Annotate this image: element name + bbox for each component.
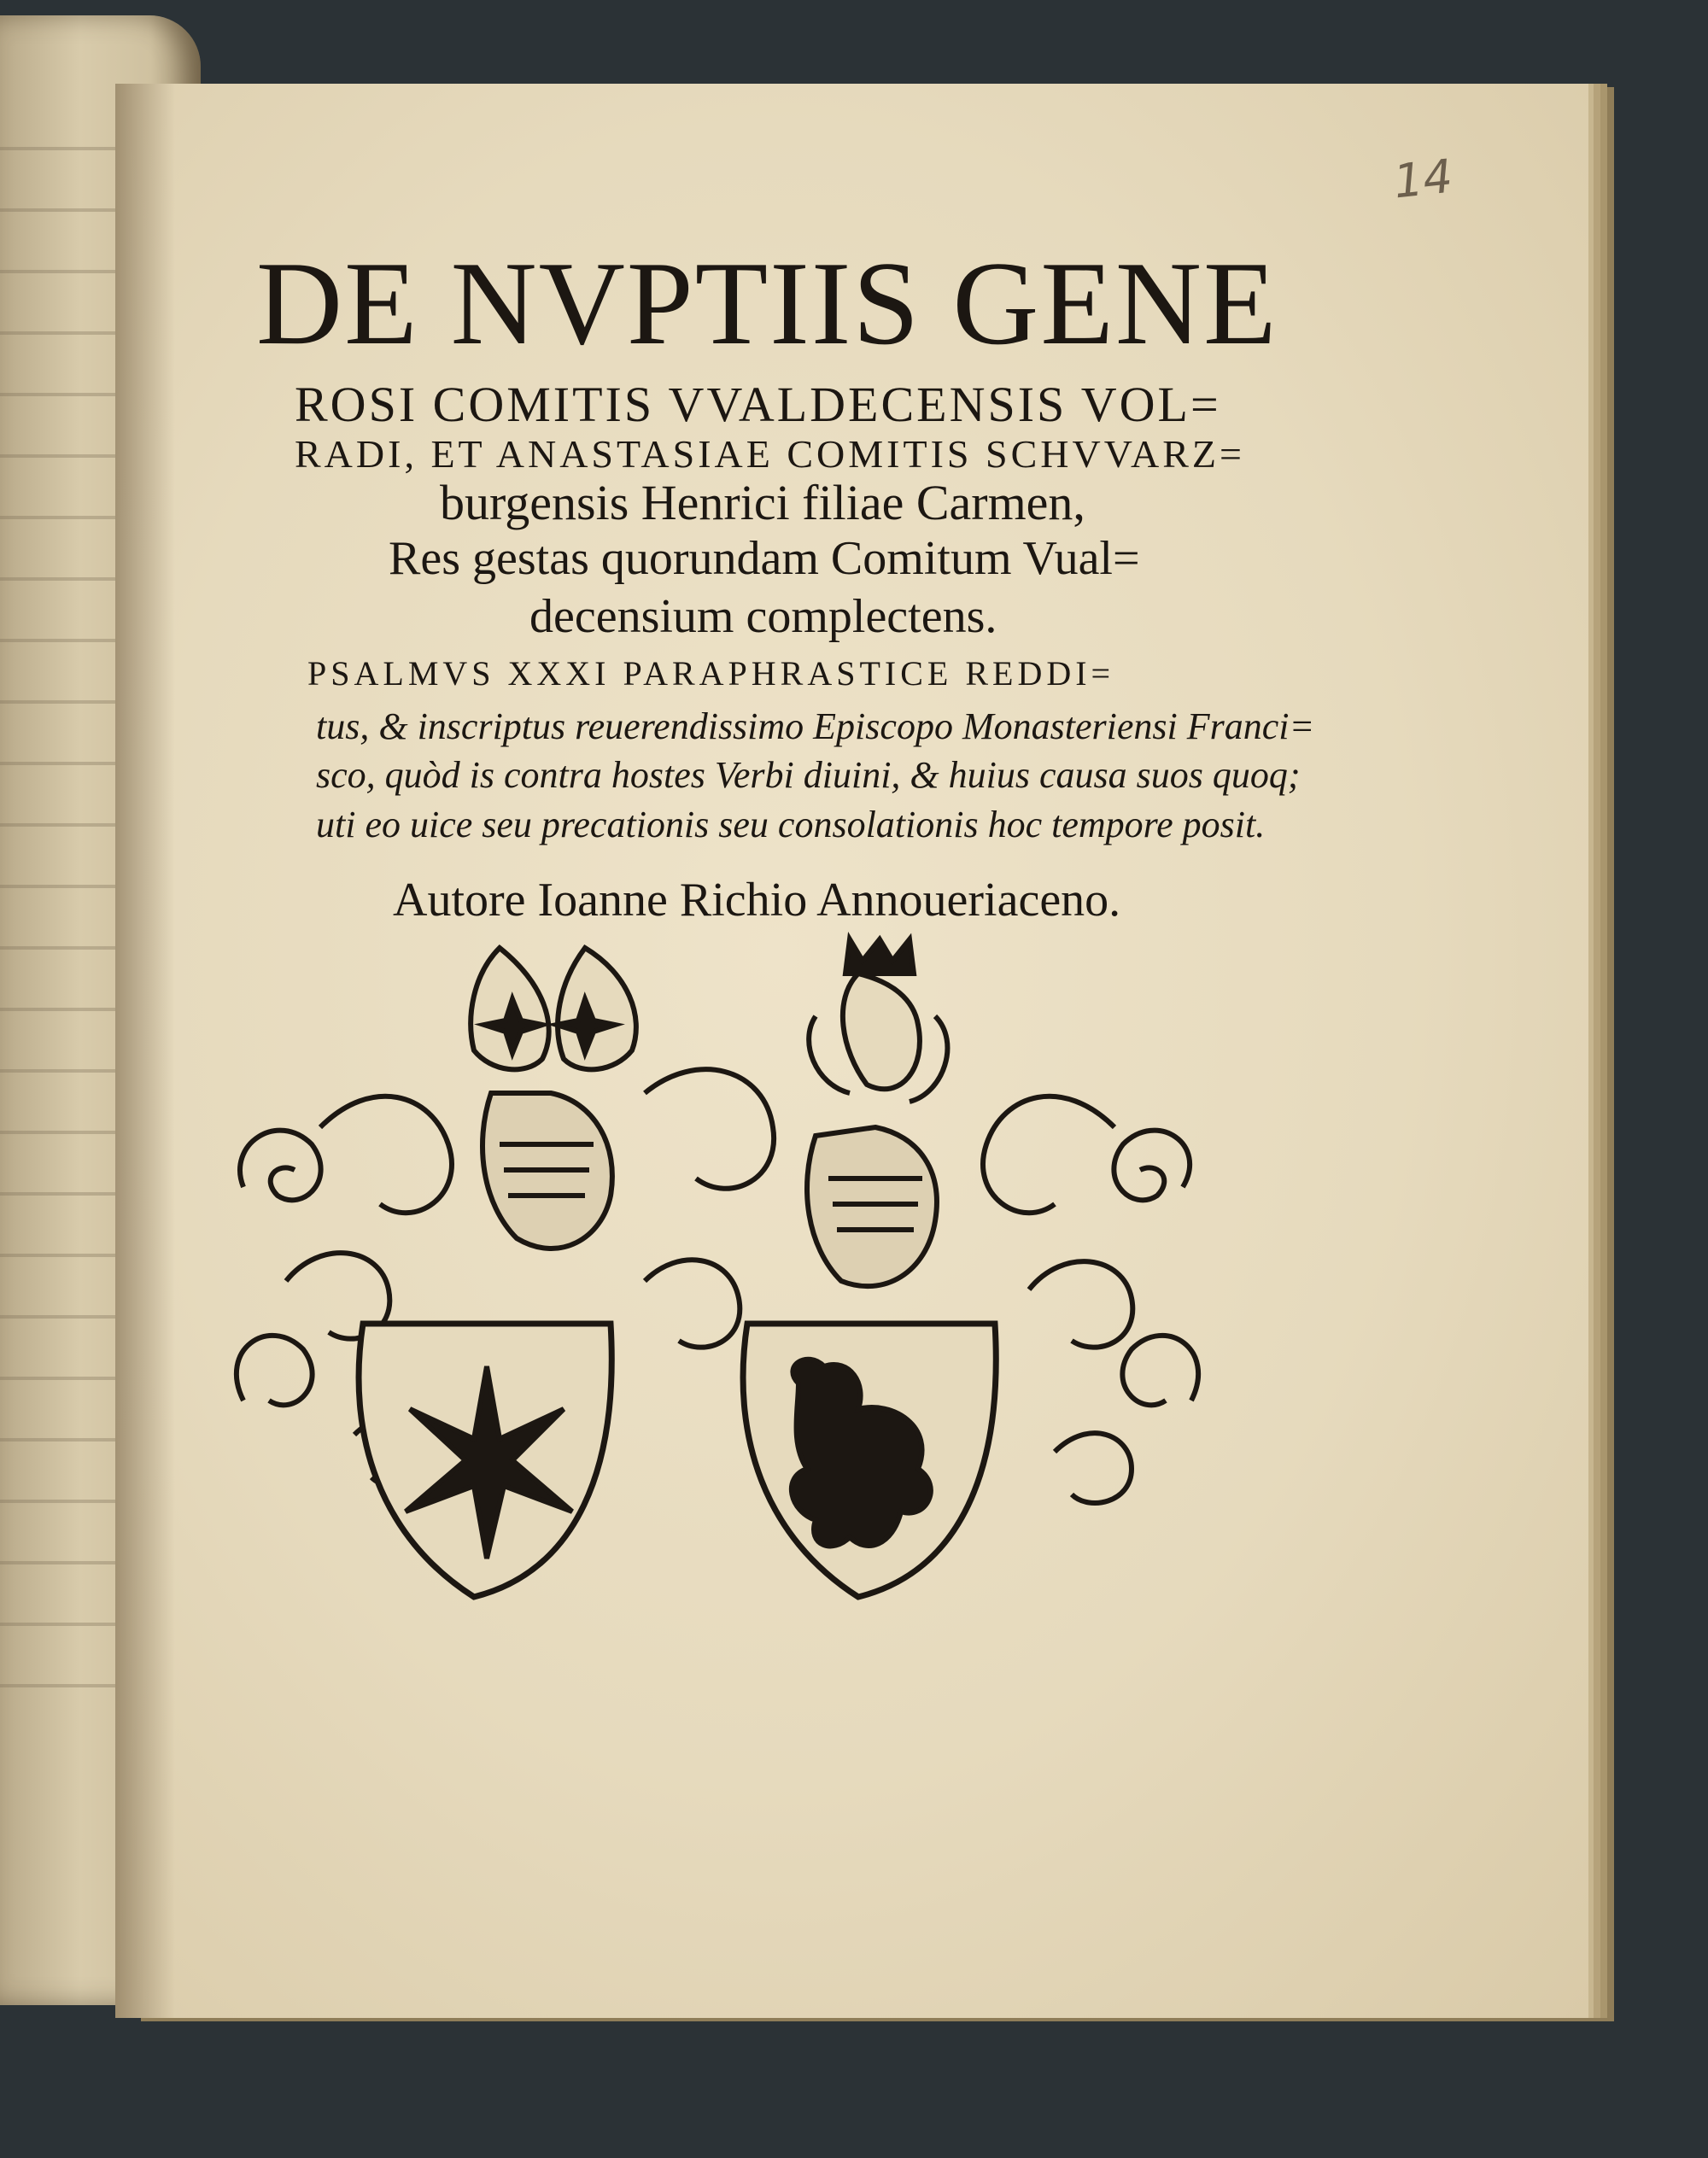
author-line: Autore Ioanne Richio Annoueriaceno. — [393, 874, 1121, 927]
coat-of-arms-woodcut — [218, 922, 1217, 1657]
title-line-2: ROSI COMITIS VVALDECENSIS VOL= — [295, 377, 1221, 432]
title-line-4: burgensis Henrici filiae Carmen, — [440, 475, 1085, 530]
folio-number: 14 — [1390, 149, 1455, 209]
psalm-line-3: sco, quòd is contra hostes Verbi diuini, & huius causa suos quoq; — [316, 754, 1301, 796]
title-line-6: decensium complectens. — [529, 590, 997, 643]
title-line-1: DE NVPTIIS GENE — [256, 237, 1278, 370]
title-line-3: RADI, ET ANASTASIAE COMITIS SCHVVARZ= — [295, 432, 1245, 476]
title-line-5: Res gestas quorundam Comitum Vual= — [389, 532, 1140, 585]
psalm-line-2: tus, & inscriptus reuerendissimo Episcopo Monasteriensi Franci= — [316, 705, 1315, 747]
page-gutter-shadow — [115, 84, 175, 2018]
psalm-line-1: PSALMVS XXXI PARAPHRASTICE REDDI= — [307, 654, 1115, 693]
psalm-line-4: uti eo uice seu precationis seu consolationis hoc tempore posit. — [316, 804, 1266, 845]
